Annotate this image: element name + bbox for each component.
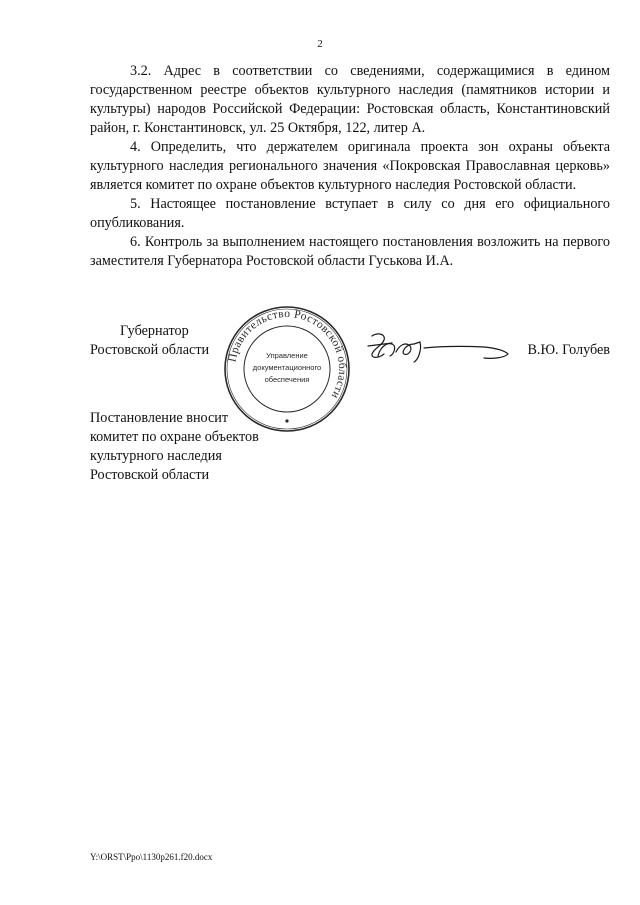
handwritten-signature [364,326,514,366]
seal-inner-line1: Управление [266,351,308,360]
note-line2: комитет по охране объектов [90,429,259,445]
paragraph-3-2: 3.2. Адрес в соответствии со сведениями, содержащимися в едином государственном реестре объектов культурного наследия (памятников истории и культуры) народов Российской Федерации: Ростовская область, Константиновский район, г. Константиновск, ул. 25 Октября, 122, литер А. [90,63,610,136]
paragraph-5: 5. Настоящее постановление вступает в силу со дня его официального опубликования. [90,196,610,231]
signer-position-line1: Губернатор [120,323,189,339]
seal-outer-text: Правительство Ростовской области [226,307,349,401]
paragraph-6: 6. Контроль за выполнением настоящего постановления возложить на первого заместителя Губернатора Ростовской области Гуськова И.А. [90,234,610,269]
note-line3: культурного наследия [90,448,222,464]
seal-inner-line3: обеспечения [264,375,310,384]
note-line1: Постановление вносит [90,410,229,426]
seal-inner-line2: документационного [252,363,322,372]
signer-position [90,322,220,360]
signature-block [90,307,610,422]
signer-position-line2: Ростовской области [90,342,210,358]
file-path: Y:\ORST\Ppo\1130p261.f20.docx [90,852,213,862]
note-line4: Ростовской области [90,467,210,483]
submitting-authority-note [90,409,350,485]
document-body [90,62,610,271]
page-number: 2 [317,38,323,50]
paragraph-4: 4. Определить, что держателем оригинала проекта зон охраны объекта культурного наследия регионального значения «Покровская Православная церковь» является комитет по охране объектов культурного наследия Ростовской области. [90,139,610,193]
signer-name: В.Ю. Голубев [527,342,610,358]
